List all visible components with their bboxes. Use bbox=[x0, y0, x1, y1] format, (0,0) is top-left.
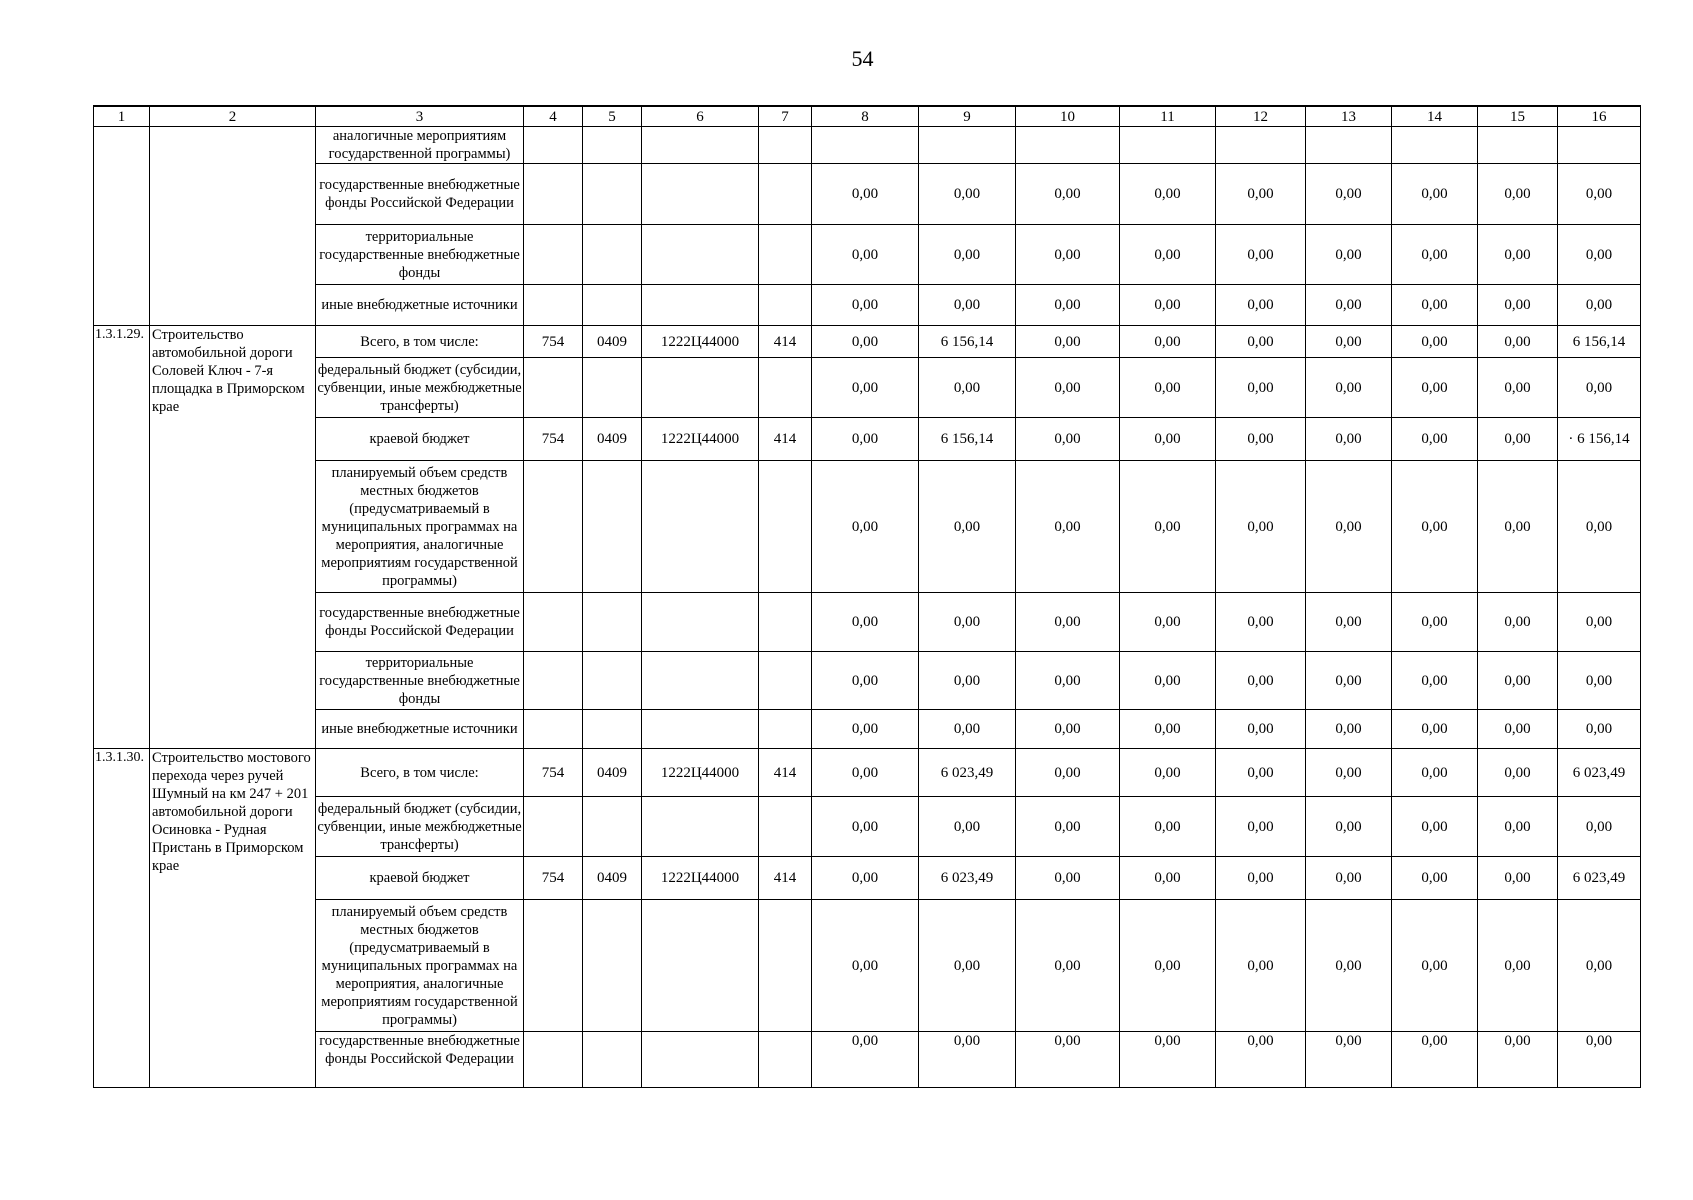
source-description: территориальные государственные внебюджетные фонды bbox=[316, 225, 524, 285]
amount-col-16: 0,00 bbox=[1558, 1032, 1641, 1088]
col-7-value bbox=[759, 652, 812, 710]
col-7-value bbox=[759, 710, 812, 749]
amount-col-16: 0,00 bbox=[1558, 461, 1641, 593]
amount-col-11: 0,00 bbox=[1120, 358, 1216, 418]
amount-col-14: 0,00 bbox=[1392, 326, 1478, 358]
amount-col-9: 0,00 bbox=[919, 461, 1016, 593]
col-4-value bbox=[524, 797, 583, 857]
col-5-value bbox=[583, 358, 642, 418]
amount-col-10: 0,00 bbox=[1016, 461, 1120, 593]
col-7-value bbox=[759, 1032, 812, 1088]
amount-col-10: 0,00 bbox=[1016, 418, 1120, 461]
amount-col-13: 0,00 bbox=[1306, 900, 1392, 1032]
col-4-value: 754 bbox=[524, 749, 583, 797]
amount-col-15: 0,00 bbox=[1478, 326, 1558, 358]
amount-col-9: 0,00 bbox=[919, 593, 1016, 652]
amount-col-16: 0,00 bbox=[1558, 285, 1641, 326]
amount-col-16: 0,00 bbox=[1558, 797, 1641, 857]
header-cell-5: 5 bbox=[583, 106, 642, 127]
col-5-value bbox=[583, 797, 642, 857]
amount-col-14: 0,00 bbox=[1392, 418, 1478, 461]
amount-col-14: 0,00 bbox=[1392, 710, 1478, 749]
col-6-value bbox=[642, 461, 759, 593]
table-row bbox=[94, 652, 1641, 710]
amount-col-12 bbox=[1216, 127, 1306, 164]
budget-table bbox=[93, 105, 1641, 1088]
row-name: Строительство мостового перехода через ручей Шумный на км 247 + 201 автомобильной дороги Осиновка - Рудная Пристань в Приморском крае bbox=[150, 749, 316, 1088]
amount-col-9: 0,00 bbox=[919, 1032, 1016, 1088]
col-4-value bbox=[524, 225, 583, 285]
amount-col-16: 0,00 bbox=[1558, 358, 1641, 418]
amount-col-11: 0,00 bbox=[1120, 225, 1216, 285]
header-cell-3: 3 bbox=[316, 106, 524, 127]
source-description: федеральный бюджет (субсидии, субвенции, иные межбюджетные трансферты) bbox=[316, 797, 524, 857]
amount-col-15: 0,00 bbox=[1478, 285, 1558, 326]
col-7-value bbox=[759, 461, 812, 593]
amount-col-14: 0,00 bbox=[1392, 900, 1478, 1032]
amount-col-10: 0,00 bbox=[1016, 593, 1120, 652]
amount-col-15: 0,00 bbox=[1478, 225, 1558, 285]
header-cell-8: 8 bbox=[812, 106, 919, 127]
col-6-value bbox=[642, 1032, 759, 1088]
col-7-value bbox=[759, 358, 812, 418]
amount-col-16: 0,00 bbox=[1558, 710, 1641, 749]
amount-col-11: 0,00 bbox=[1120, 710, 1216, 749]
amount-col-14: 0,00 bbox=[1392, 1032, 1478, 1088]
col-6-value bbox=[642, 164, 759, 225]
row-code: 1.3.1.30. bbox=[94, 749, 150, 1088]
col-7-value: 414 bbox=[759, 418, 812, 461]
amount-col-12: 0,00 bbox=[1216, 710, 1306, 749]
col-7-value bbox=[759, 797, 812, 857]
col-5-value: 0409 bbox=[583, 418, 642, 461]
amount-col-16: 0,00 bbox=[1558, 900, 1641, 1032]
amount-col-11: 0,00 bbox=[1120, 857, 1216, 900]
col-4-value bbox=[524, 710, 583, 749]
table-row bbox=[94, 127, 1641, 164]
amount-col-11: 0,00 bbox=[1120, 418, 1216, 461]
col-4-value bbox=[524, 900, 583, 1032]
col-5-value bbox=[583, 461, 642, 593]
amount-col-15: 0,00 bbox=[1478, 593, 1558, 652]
amount-col-8: 0,00 bbox=[812, 652, 919, 710]
header-cell-6: 6 bbox=[642, 106, 759, 127]
col-4-value: 754 bbox=[524, 326, 583, 358]
amount-col-15: 0,00 bbox=[1478, 900, 1558, 1032]
amount-col-8: 0,00 bbox=[812, 749, 919, 797]
col-4-value bbox=[524, 358, 583, 418]
amount-col-9 bbox=[919, 127, 1016, 164]
amount-col-11: 0,00 bbox=[1120, 285, 1216, 326]
amount-col-8: 0,00 bbox=[812, 225, 919, 285]
col-5-value bbox=[583, 652, 642, 710]
amount-col-8: 0,00 bbox=[812, 418, 919, 461]
col-4-value bbox=[524, 461, 583, 593]
amount-col-16: 0,00 bbox=[1558, 225, 1641, 285]
amount-col-13 bbox=[1306, 127, 1392, 164]
amount-col-8: 0,00 bbox=[812, 900, 919, 1032]
source-description: планируемый объем средств местных бюджетов (предусматриваемый в муниципальных программах на мероприятия, аналогичные мероприятиям государственной программы) bbox=[316, 461, 524, 593]
amount-col-13: 0,00 bbox=[1306, 593, 1392, 652]
amount-col-12: 0,00 bbox=[1216, 1032, 1306, 1088]
amount-col-9: 6 023,49 bbox=[919, 749, 1016, 797]
amount-col-16: 0,00 bbox=[1558, 652, 1641, 710]
amount-col-9: 0,00 bbox=[919, 652, 1016, 710]
col-5-value: 0409 bbox=[583, 857, 642, 900]
amount-col-13: 0,00 bbox=[1306, 358, 1392, 418]
col-4-value bbox=[524, 164, 583, 225]
header-row bbox=[94, 106, 1641, 127]
col-4-value bbox=[524, 593, 583, 652]
amount-col-10: 0,00 bbox=[1016, 326, 1120, 358]
table-row bbox=[94, 797, 1641, 857]
col-6-value bbox=[642, 358, 759, 418]
header-cell-4: 4 bbox=[524, 106, 583, 127]
amount-col-10: 0,00 bbox=[1016, 652, 1120, 710]
col-4-value bbox=[524, 285, 583, 326]
amount-col-11: 0,00 bbox=[1120, 1032, 1216, 1088]
amount-col-15: 0,00 bbox=[1478, 164, 1558, 225]
amount-col-10: 0,00 bbox=[1016, 797, 1120, 857]
amount-col-9: 0,00 bbox=[919, 710, 1016, 749]
amount-col-16: 6 023,49 bbox=[1558, 749, 1641, 797]
source-description: Всего, в том числе: bbox=[316, 749, 524, 797]
table-row bbox=[94, 593, 1641, 652]
source-description: Всего, в том числе: bbox=[316, 326, 524, 358]
col-6-value bbox=[642, 285, 759, 326]
amount-col-13: 0,00 bbox=[1306, 326, 1392, 358]
table-row bbox=[94, 164, 1641, 225]
amount-col-15: 0,00 bbox=[1478, 358, 1558, 418]
source-description: иные внебюджетные источники bbox=[316, 710, 524, 749]
col-5-value bbox=[583, 1032, 642, 1088]
amount-col-10: 0,00 bbox=[1016, 164, 1120, 225]
source-description: государственные внебюджетные фонды Российской Федерации bbox=[316, 164, 524, 225]
amount-col-15: 0,00 bbox=[1478, 857, 1558, 900]
col-6-value bbox=[642, 652, 759, 710]
amount-col-12: 0,00 bbox=[1216, 225, 1306, 285]
amount-col-14: 0,00 bbox=[1392, 164, 1478, 225]
amount-col-16: 0,00 bbox=[1558, 593, 1641, 652]
amount-col-8: 0,00 bbox=[812, 1032, 919, 1088]
amount-col-12: 0,00 bbox=[1216, 326, 1306, 358]
amount-col-13: 0,00 bbox=[1306, 749, 1392, 797]
header-cell-2: 2 bbox=[150, 106, 316, 127]
col-6-value: 1222Ц44000 bbox=[642, 326, 759, 358]
amount-col-9: 0,00 bbox=[919, 797, 1016, 857]
col-6-value bbox=[642, 797, 759, 857]
amount-col-14: 0,00 bbox=[1392, 461, 1478, 593]
amount-col-13: 0,00 bbox=[1306, 164, 1392, 225]
col-5-value: 0409 bbox=[583, 326, 642, 358]
header-cell-12: 12 bbox=[1216, 106, 1306, 127]
amount-col-8: 0,00 bbox=[812, 797, 919, 857]
source-description: краевой бюджет bbox=[316, 857, 524, 900]
col-7-value bbox=[759, 285, 812, 326]
col-6-value: 1222Ц44000 bbox=[642, 749, 759, 797]
amount-col-15: 0,00 bbox=[1478, 749, 1558, 797]
amount-col-8: 0,00 bbox=[812, 593, 919, 652]
amount-col-13: 0,00 bbox=[1306, 710, 1392, 749]
amount-col-13: 0,00 bbox=[1306, 461, 1392, 593]
col-5-value bbox=[583, 225, 642, 285]
amount-col-11: 0,00 bbox=[1120, 593, 1216, 652]
amount-col-10: 0,00 bbox=[1016, 710, 1120, 749]
col-6-value bbox=[642, 225, 759, 285]
amount-col-14 bbox=[1392, 127, 1478, 164]
header-cell-14: 14 bbox=[1392, 106, 1478, 127]
amount-col-14: 0,00 bbox=[1392, 225, 1478, 285]
amount-col-8: 0,00 bbox=[812, 857, 919, 900]
col-7-value: 414 bbox=[759, 857, 812, 900]
row-code: 1.3.1.29. bbox=[94, 326, 150, 749]
col-6-value bbox=[642, 593, 759, 652]
amount-col-14: 0,00 bbox=[1392, 857, 1478, 900]
amount-col-13: 0,00 bbox=[1306, 652, 1392, 710]
amount-col-10: 0,00 bbox=[1016, 225, 1120, 285]
amount-col-8: 0,00 bbox=[812, 164, 919, 225]
amount-col-12: 0,00 bbox=[1216, 857, 1306, 900]
amount-col-11 bbox=[1120, 127, 1216, 164]
amount-col-14: 0,00 bbox=[1392, 749, 1478, 797]
source-description: иные внебюджетные источники bbox=[316, 285, 524, 326]
amount-col-9: 0,00 bbox=[919, 225, 1016, 285]
amount-col-16: · 6 156,14 bbox=[1558, 418, 1641, 461]
amount-col-9: 0,00 bbox=[919, 164, 1016, 225]
source-description: государственные внебюджетные фонды Российской Федерации bbox=[316, 1032, 524, 1088]
col-4-value: 754 bbox=[524, 418, 583, 461]
amount-col-13: 0,00 bbox=[1306, 418, 1392, 461]
source-description: аналогичные мероприятиям государственной программы) bbox=[316, 127, 524, 164]
amount-col-11: 0,00 bbox=[1120, 900, 1216, 1032]
table-row bbox=[94, 358, 1641, 418]
amount-col-16 bbox=[1558, 127, 1641, 164]
amount-col-12: 0,00 bbox=[1216, 418, 1306, 461]
source-description: федеральный бюджет (субсидии, субвенции, иные межбюджетные трансферты) bbox=[316, 358, 524, 418]
amount-col-12: 0,00 bbox=[1216, 285, 1306, 326]
amount-col-8 bbox=[812, 127, 919, 164]
amount-col-10: 0,00 bbox=[1016, 285, 1120, 326]
table-row bbox=[94, 285, 1641, 326]
col-5-value bbox=[583, 285, 642, 326]
amount-col-9: 0,00 bbox=[919, 285, 1016, 326]
amount-col-15: 0,00 bbox=[1478, 418, 1558, 461]
col-5-value bbox=[583, 593, 642, 652]
amount-col-11: 0,00 bbox=[1120, 749, 1216, 797]
table-row bbox=[94, 1032, 1641, 1088]
amount-col-12: 0,00 bbox=[1216, 358, 1306, 418]
table-row bbox=[94, 749, 1641, 797]
amount-col-16: 0,00 bbox=[1558, 164, 1641, 225]
col-7-value: 414 bbox=[759, 326, 812, 358]
amount-col-10: 0,00 bbox=[1016, 900, 1120, 1032]
col-6-value: 1222Ц44000 bbox=[642, 418, 759, 461]
header-cell-13: 13 bbox=[1306, 106, 1392, 127]
amount-col-11: 0,00 bbox=[1120, 326, 1216, 358]
amount-col-15: 0,00 bbox=[1478, 710, 1558, 749]
col-5-value: 0409 bbox=[583, 749, 642, 797]
amount-col-15: 0,00 bbox=[1478, 797, 1558, 857]
row-name: Строительство автомобильной дороги Соловей Ключ - 7-я площадка в Приморском крае bbox=[150, 326, 316, 749]
amount-col-9: 0,00 bbox=[919, 900, 1016, 1032]
amount-col-13: 0,00 bbox=[1306, 225, 1392, 285]
col-6-value bbox=[642, 710, 759, 749]
table-row bbox=[94, 326, 1641, 358]
amount-col-10: 0,00 bbox=[1016, 749, 1120, 797]
header-cell-9: 9 bbox=[919, 106, 1016, 127]
col-4-value: 754 bbox=[524, 857, 583, 900]
amount-col-13: 0,00 bbox=[1306, 285, 1392, 326]
col-6-value bbox=[642, 900, 759, 1032]
amount-col-10: 0,00 bbox=[1016, 1032, 1120, 1088]
source-description: краевой бюджет bbox=[316, 418, 524, 461]
row-name bbox=[150, 127, 316, 326]
col-4-value bbox=[524, 127, 583, 164]
col-7-value bbox=[759, 593, 812, 652]
amount-col-12: 0,00 bbox=[1216, 797, 1306, 857]
table-row bbox=[94, 418, 1641, 461]
header-cell-11: 11 bbox=[1120, 106, 1216, 127]
table-row bbox=[94, 461, 1641, 593]
amount-col-16: 6 156,14 bbox=[1558, 326, 1641, 358]
source-description: государственные внебюджетные фонды Российской Федерации bbox=[316, 593, 524, 652]
col-7-value: 414 bbox=[759, 749, 812, 797]
amount-col-13: 0,00 bbox=[1306, 1032, 1392, 1088]
amount-col-8: 0,00 bbox=[812, 710, 919, 749]
amount-col-8: 0,00 bbox=[812, 461, 919, 593]
amount-col-13: 0,00 bbox=[1306, 857, 1392, 900]
header-cell-16: 16 bbox=[1558, 106, 1641, 127]
amount-col-12: 0,00 bbox=[1216, 652, 1306, 710]
amount-col-15: 0,00 bbox=[1478, 461, 1558, 593]
table-row bbox=[94, 225, 1641, 285]
amount-col-8: 0,00 bbox=[812, 358, 919, 418]
amount-col-10: 0,00 bbox=[1016, 857, 1120, 900]
amount-col-9: 6 156,14 bbox=[919, 418, 1016, 461]
amount-col-11: 0,00 bbox=[1120, 652, 1216, 710]
amount-col-14: 0,00 bbox=[1392, 797, 1478, 857]
amount-col-14: 0,00 bbox=[1392, 358, 1478, 418]
amount-col-12: 0,00 bbox=[1216, 593, 1306, 652]
amount-col-16: 6 023,49 bbox=[1558, 857, 1641, 900]
amount-col-12: 0,00 bbox=[1216, 164, 1306, 225]
amount-col-11: 0,00 bbox=[1120, 461, 1216, 593]
table-row bbox=[94, 900, 1641, 1032]
amount-col-10 bbox=[1016, 127, 1120, 164]
col-4-value bbox=[524, 1032, 583, 1088]
col-7-value bbox=[759, 900, 812, 1032]
amount-col-15 bbox=[1478, 127, 1558, 164]
col-7-value bbox=[759, 164, 812, 225]
amount-col-9: 0,00 bbox=[919, 358, 1016, 418]
header-cell-7: 7 bbox=[759, 106, 812, 127]
source-description: территориальные государственные внебюджетные фонды bbox=[316, 652, 524, 710]
amount-col-14: 0,00 bbox=[1392, 652, 1478, 710]
amount-col-10: 0,00 bbox=[1016, 358, 1120, 418]
col-7-value bbox=[759, 225, 812, 285]
amount-col-13: 0,00 bbox=[1306, 797, 1392, 857]
amount-col-8: 0,00 bbox=[812, 326, 919, 358]
header-cell-15: 15 bbox=[1478, 106, 1558, 127]
col-5-value bbox=[583, 710, 642, 749]
col-4-value bbox=[524, 652, 583, 710]
col-6-value: 1222Ц44000 bbox=[642, 857, 759, 900]
col-7-value bbox=[759, 127, 812, 164]
header-cell-1: 1 bbox=[94, 106, 150, 127]
amount-col-14: 0,00 bbox=[1392, 285, 1478, 326]
amount-col-11: 0,00 bbox=[1120, 164, 1216, 225]
amount-col-12: 0,00 bbox=[1216, 461, 1306, 593]
amount-col-9: 6 156,14 bbox=[919, 326, 1016, 358]
amount-col-15: 0,00 bbox=[1478, 652, 1558, 710]
amount-col-15: 0,00 bbox=[1478, 1032, 1558, 1088]
row-code bbox=[94, 127, 150, 326]
amount-col-12: 0,00 bbox=[1216, 749, 1306, 797]
col-6-value bbox=[642, 127, 759, 164]
source-description: планируемый объем средств местных бюджетов (предусматриваемый в муниципальных программах на мероприятия, аналогичные мероприятиям государственной программы) bbox=[316, 900, 524, 1032]
amount-col-9: 6 023,49 bbox=[919, 857, 1016, 900]
amount-col-14: 0,00 bbox=[1392, 593, 1478, 652]
col-5-value bbox=[583, 900, 642, 1032]
table-row bbox=[94, 857, 1641, 900]
amount-col-8: 0,00 bbox=[812, 285, 919, 326]
amount-col-11: 0,00 bbox=[1120, 797, 1216, 857]
amount-col-12: 0,00 bbox=[1216, 900, 1306, 1032]
page-number: 54 bbox=[851, 46, 874, 71]
col-5-value bbox=[583, 164, 642, 225]
col-5-value bbox=[583, 127, 642, 164]
header-cell-10: 10 bbox=[1016, 106, 1120, 127]
table-row bbox=[94, 710, 1641, 749]
